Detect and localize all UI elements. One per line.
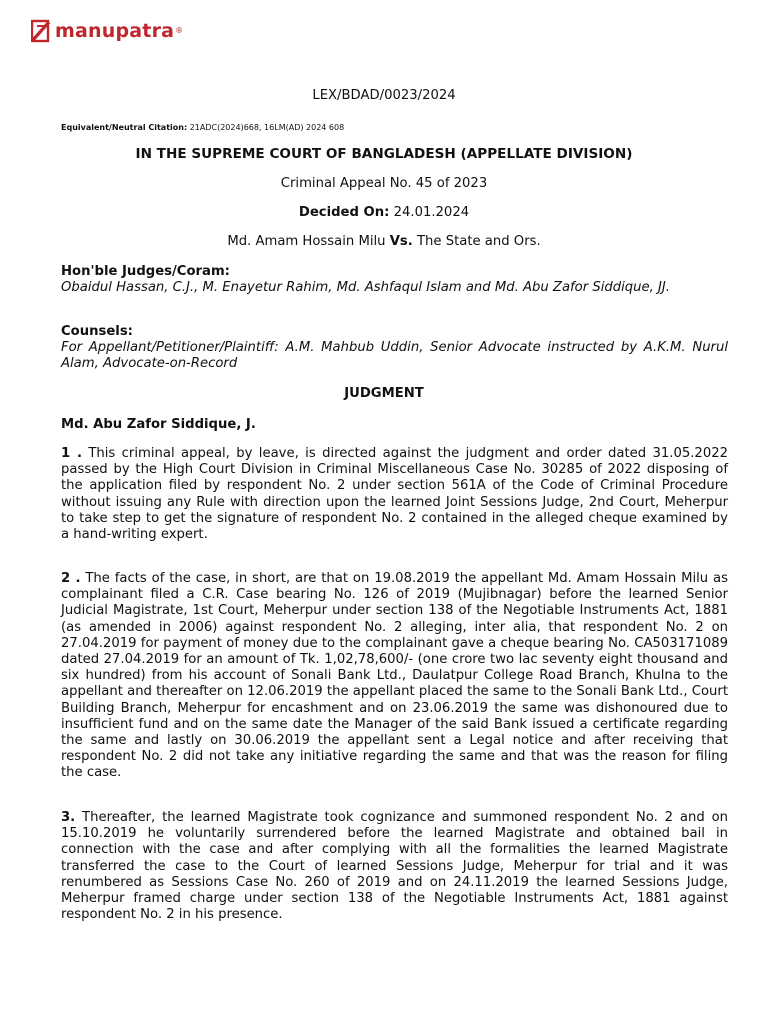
judgment-author: Md. Abu Zafor Siddique, J.: [61, 417, 256, 432]
brand-reg-mark: ®: [175, 25, 184, 35]
judges-names: Obaidul Hassan, C.J., M. Enayetur Rahim, Md. Ashfaqul Islam and Md. Abu Zafor Siddique, JJ.: [61, 280, 670, 296]
paragraph-2: [61, 571, 728, 782]
paragraph-text: This criminal appeal, by leave, is directed against the judgment and order dated 31.05.2022 passed by the High Court Division in Criminal Miscellaneous Case No. 30285 of 2022 disposing of the application filed by respondent No. 2 under section 561A of the Code of Criminal Procedure without issuing any Rule with direction upon the learned Joint Sessions Judge, 2nd Court, Meherpur to take step to get the signature of respondent No. 2 contained in the alleged cheque examined by a hand-writing expert.: [61, 446, 728, 543]
manupatra-logo: [31, 18, 183, 44]
paragraph-text: Thereafter, the learned Magistrate took cognizance and summoned respondent No. 2 and on 15.10.2019 he voluntarily surrendered before the learned Magistrate and obtained bail in connection with the case and after complying with all the formalities the learned Magistrate transferred the case to the Court of learned Sessions Judge, Meherpur for trial and it was renumbered as Sessions Case No. 260 of 2019 and on 24.11.2019 the learned Sessions Judge, Meherpur framed charge under section 138 of the Negotiable Instruments Act, 1881 against respondent No. 2 in his presence.: [61, 810, 728, 923]
citation: [61, 120, 344, 136]
paragraph-text: The facts of the case, in short, are that on 19.08.2019 the appellant Md. Amam Hossain Milu as complainant filed a C.R. Case bearing No. 126 of 2019 (Mujibnagar) before the learned Senior Judicial Magistrate, 1st Court, Meherpur under section 138 of the Negotiable Instruments Act, 1881 (as amended in 2006) against respondent No. 2 alleging, inter alia, that respondent No. 2 on 27.04.2019 for payment of money due to the complainant gave a cheque bearing No. CA503171089 dated 27.04.2019 for an amount of Tk. 1,02,78,600/- (one crore two lac seventy eight thousand and six hundred) from his account of Sonali Bank Ltd., Daulatpur College Road Branch, Khulna to the appellant and thereafter on 12.06.2019 the appellant placed the same to the Sonali Bank Ltd., Court Building Branch, Meherpur for encashment and on 23.06.2019 the same was dishonoured due to insufficient fund and on the same date the Manager of the said Bank issued a certificate regarding the same and lastly on 30.06.2019 the appellant sent a Legal notice and after receiving that respondent No. 2 did not take any initiative regarding the same and that was the reason for filing the case.: [61, 571, 728, 781]
counsels-label: Counsels:: [61, 324, 133, 339]
brand-name: manupatra: [55, 19, 175, 42]
decided-value: 24.01.2024: [389, 205, 470, 220]
counsels-section: [61, 324, 728, 373]
paragraph-1: [61, 446, 728, 543]
citation-value: 21ADC(2024)668, 16LM(AD) 2024 608: [187, 123, 345, 132]
counsels-text: For Appellant/Petitioner/Plaintiff: A.M. Mahbub Uddin, Senior Advocate instructed by A.K.M. Nurul Alam, Advocate-on-Record: [61, 340, 728, 372]
judges-section: [61, 264, 728, 296]
citation-label: Equivalent/Neutral Citation:: [61, 123, 188, 132]
court-name: IN THE SUPREME COURT OF BANGLADESH (APPELLATE DIVISION): [135, 146, 633, 162]
party-respondent: The State and Ors.: [412, 234, 541, 249]
appeal-number: Criminal Appeal No. 45 of 2023: [280, 176, 488, 191]
versus: Vs.: [389, 234, 413, 249]
lex-id: LEX/BDAD/0023/2024: [312, 88, 456, 103]
decided-on: [0, 205, 768, 221]
manupatra-logo-icon: [31, 18, 51, 44]
judges-label: Hon'ble Judges/Coram:: [61, 264, 230, 279]
paragraph-number: 1 .: [61, 446, 82, 461]
paragraph-3: [61, 810, 728, 923]
decided-label: Decided On:: [298, 205, 390, 220]
paragraph-number: 3.: [61, 810, 76, 825]
party-appellant: Md. Amam Hossain Milu: [227, 234, 390, 249]
paragraph-number: 2 .: [61, 571, 81, 586]
judgment-heading: JUDGMENT: [344, 386, 424, 401]
case-parties: [0, 234, 768, 250]
